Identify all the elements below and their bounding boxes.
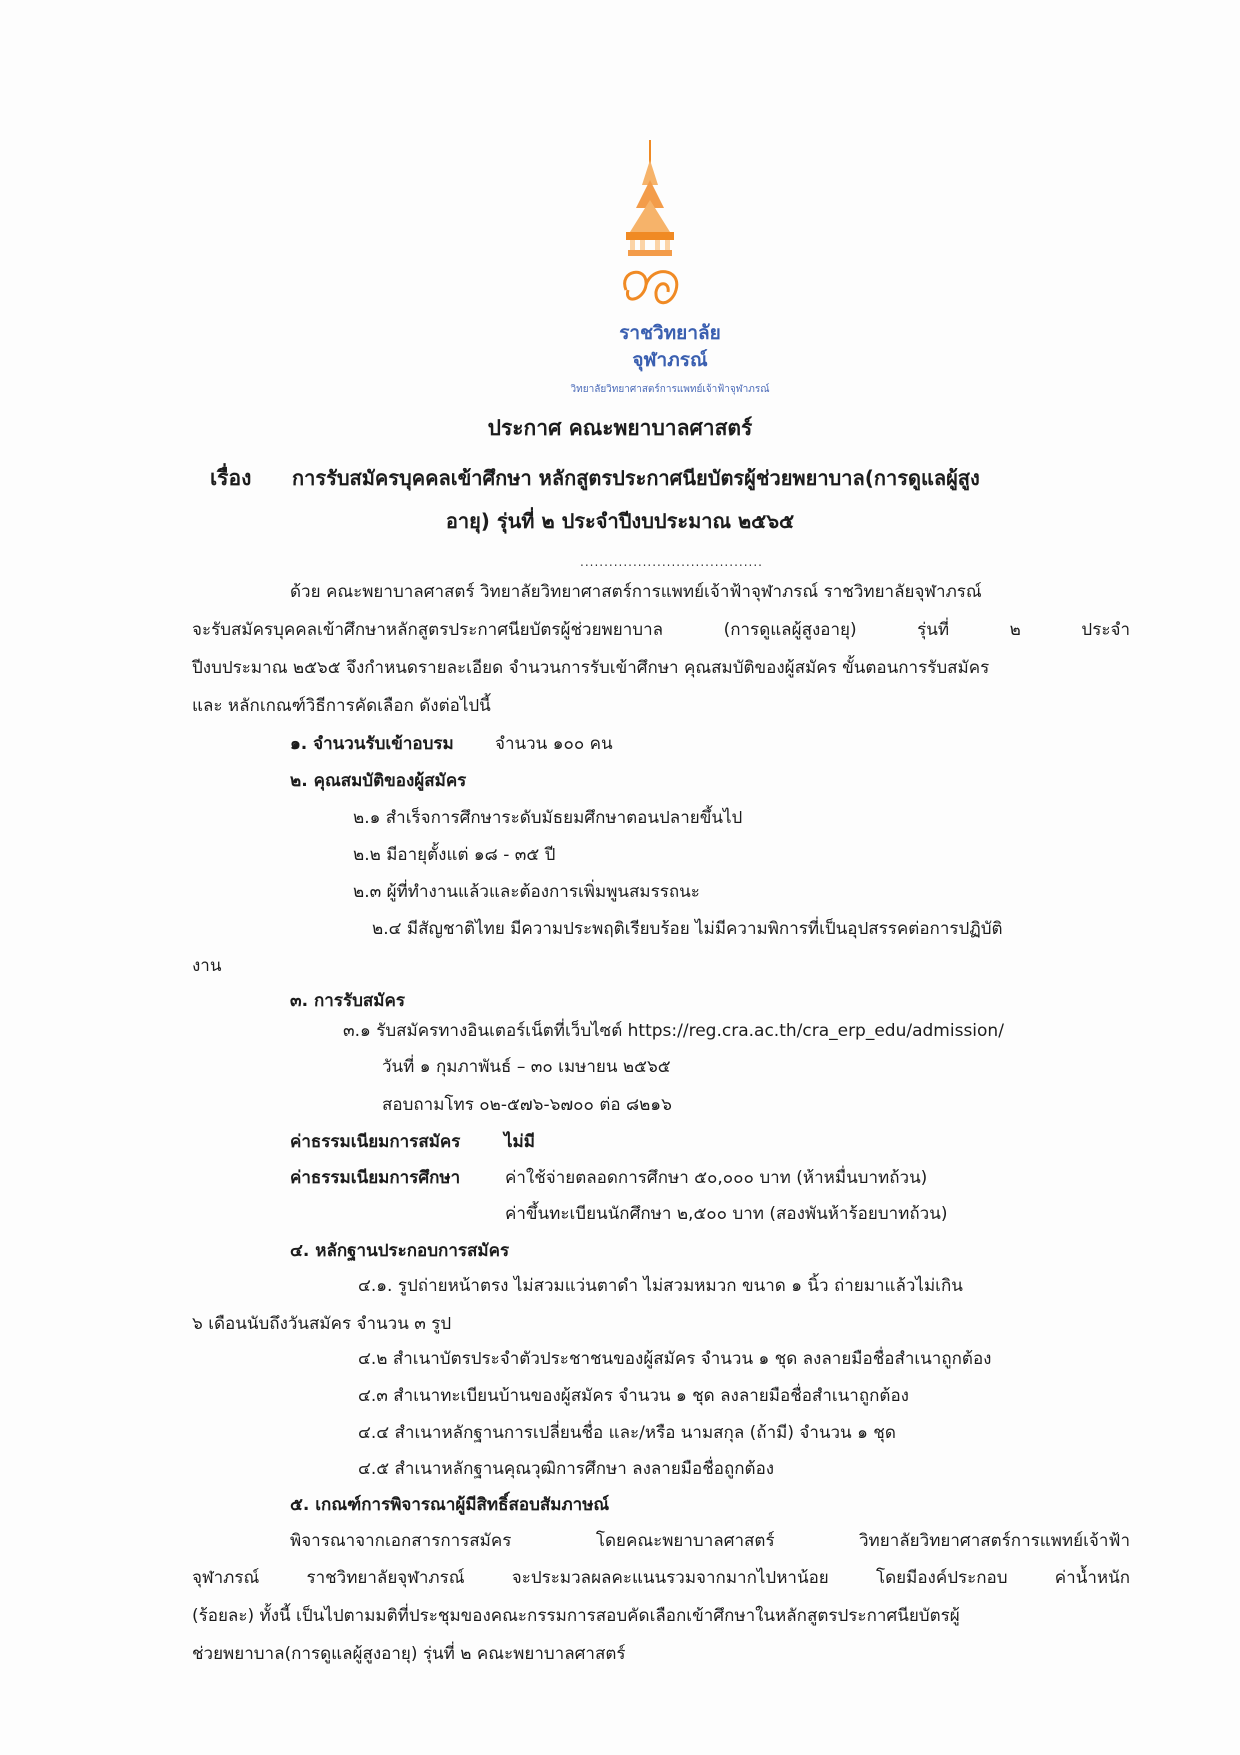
subject-label: เรื่อง [210, 466, 252, 490]
section4-item-1-cont: ๖ เดือนนับถึงวันสมัคร จำนวน ๓ รูป [192, 1314, 452, 1334]
section5-line-3: (ร้อยละ) ทั้งนี้ เป็นไปตามมติที่ประชุมของคณะกรรมการสอบคัดเลือกเข้าศึกษาในหลักสูตรประกาศนียบัตรผู้ [192, 1606, 960, 1626]
section4-item-4: ๔.๔ สำเนาหลักฐานการเปลี่ยนชื่อ และ/หรือ นามสกุล (ถ้ามี) จำนวน ๑ ชุด [358, 1423, 896, 1443]
separator-line: ...................................... [580, 555, 763, 569]
section1-value: จำนวน ๑๐๐ คน [495, 734, 613, 754]
logo-text-line1: ราชวิทยาลัย [619, 322, 721, 344]
section4-item-2: ๔.๒ สำเนาบัตรประจำตัวประชาชนของผู้สมัคร จำนวน ๑ ชุด ลงลายมือชื่อสำเนาถูกต้อง [358, 1349, 992, 1369]
section2-item-1: ๒.๑ สำเร็จการศึกษาระดับมัธยมศึกษาตอนปลายขึ้นไป [353, 808, 743, 828]
section5-line-4: ช่วยพยาบาล(การดูแลผู้สูงอายุ) รุ่นที่ ๒ คณะพยาบาลศาสตร์ [192, 1644, 626, 1664]
announcement-title: ประกาศ คณะพยาบาลศาสตร์ [487, 416, 753, 440]
fee-application-value: ไม่มี [504, 1132, 535, 1152]
section4-heading: ๔. หลักฐานประกอบการสมัคร [290, 1241, 510, 1261]
section1-heading: ๑. จำนวนรับเข้าอบรม [290, 734, 454, 754]
section4-item-3: ๔.๓ สำเนาทะเบียนบ้านของผู้สมัคร จำนวน ๑ ชุด ลงลายมือชื่อสำเนาถูกต้อง [358, 1386, 909, 1406]
logo-text-line2: จุฬาภรณ์ [632, 349, 708, 371]
fee-study-label: ค่าธรรมเนียมการศึกษา [290, 1168, 461, 1188]
section3-heading: ๓. การรับสมัคร [290, 991, 405, 1011]
subject-line-1: การรับสมัครบุคคลเข้าศึกษา หลักสูตรประกาศนียบัตรผู้ช่วยพยาบาล(การดูแลผู้สูง [292, 466, 980, 490]
fee-application-label: ค่าธรรมเนียมการสมัคร [290, 1132, 461, 1152]
fee-study-value-2: ค่าขึ้นทะเบียนนักศึกษา ๒,๕๐๐ บาท (สองพันห้าร้อยบาทถ้วน) [505, 1204, 948, 1224]
intro-line-1: ด้วย คณะพยาบาลศาสตร์ วิทยาลัยวิทยาศาสตร์การแพทย์เจ้าฟ้าจุฬาภรณ์ ราชวิทยาลัยจุฬาภรณ์ [290, 582, 982, 602]
intro-line-4: และ หลักเกณฑ์วิธีการคัดเลือก ดังต่อไปนี้ [192, 696, 491, 716]
section3-item-1: ๓.๑ รับสมัครทางอินเตอร์เน็ตที่เว็บไซต์ https://reg.cra.ac.th/cra_erp_edu/admission/ [343, 1021, 1004, 1041]
section2-item-4-cont: งาน [192, 956, 222, 976]
section3-contact: สอบถามโทร ๐๒-๕๗๖-๖๗๐๐ ต่อ ๘๒๑๖ [382, 1095, 672, 1115]
section2-item-2: ๒.๒ มีอายุตั้งแต่ ๑๘ - ๓๕ ปี [353, 845, 556, 865]
section2-heading: ๒. คุณสมบัติของผู้สมัคร [290, 771, 467, 791]
intro-line-2: จะรับสมัครบุคคลเข้าศึกษาหลักสูตรประกาศนียบัตรผู้ช่วยพยาบาล (การดูแลผู้สูงอายุ) รุ่นที่ ๒ ประจำ [192, 620, 1130, 640]
section4-item-5: ๔.๕ สำเนาหลักฐานคุณวุฒิการศึกษา ลงลายมือชื่อถูกต้อง [358, 1459, 775, 1479]
intro-line-3: ปีงบประมาณ ๒๕๖๕ จึงกำหนดรายละเอียด จำนวนการรับเข้าศึกษา คุณสมบัติของผู้สมัคร ขั้นตอนการรับสมัคร [192, 658, 990, 678]
section3-date: วันที่ ๑ กุมภาพันธ์ – ๓๐ เมษายน ๒๕๖๕ [382, 1057, 671, 1077]
fee-study-value-1: ค่าใช้จ่ายตลอดการศึกษา ๕๐,๐๐๐ บาท (ห้าหมื่นบาทถ้วน) [505, 1168, 928, 1188]
section4-item-1: ๔.๑. รูปถ่ายหน้าตรง ไม่สวมแว่นตาดำ ไม่สวมหมวก ขนาด ๑ นิ้ว ถ่ายมาแล้วไม่เกิน [358, 1276, 963, 1296]
section5-heading: ๕. เกณฑ์การพิจารณาผู้มีสิทธิ์สอบสัมภาษณ์ [290, 1495, 610, 1515]
institution-logo [600, 140, 700, 330]
section5-line-1: พิจารณาจากเอกสารการสมัคร โดยคณะพยาบาลศาสตร์ วิทยาลัยวิทยาศาสตร์การแพทย์เจ้าฟ้า [290, 1531, 1130, 1551]
logo-subtitle: วิทยาลัยวิทยาศาสตร์การแพทย์เจ้าฟ้าจุฬาภรณ์ [570, 384, 770, 395]
section2-item-3: ๒.๓ ผู้ที่ทำงานแล้วและต้องการเพิ่มพูนสมรรถนะ [353, 882, 700, 902]
subject-line-2: อายุ) รุ่นที่ ๒ ประจำปีงบประมาณ ๒๕๖๕ [445, 509, 795, 533]
section5-line-2: จุฬาภรณ์ ราชวิทยาลัยจุฬาภรณ์ จะประมวลผลคะแนนรวมจากมากไปหาน้อย โดยมีองค์ประกอบ ค่าน้ำหนัก [192, 1568, 1130, 1588]
section2-item-4: ๒.๔ มีสัญชาติไทย มีความประพฤติเรียบร้อย ไม่มีความพิการที่เป็นอุปสรรคต่อการปฏิบัติ [372, 919, 1003, 939]
